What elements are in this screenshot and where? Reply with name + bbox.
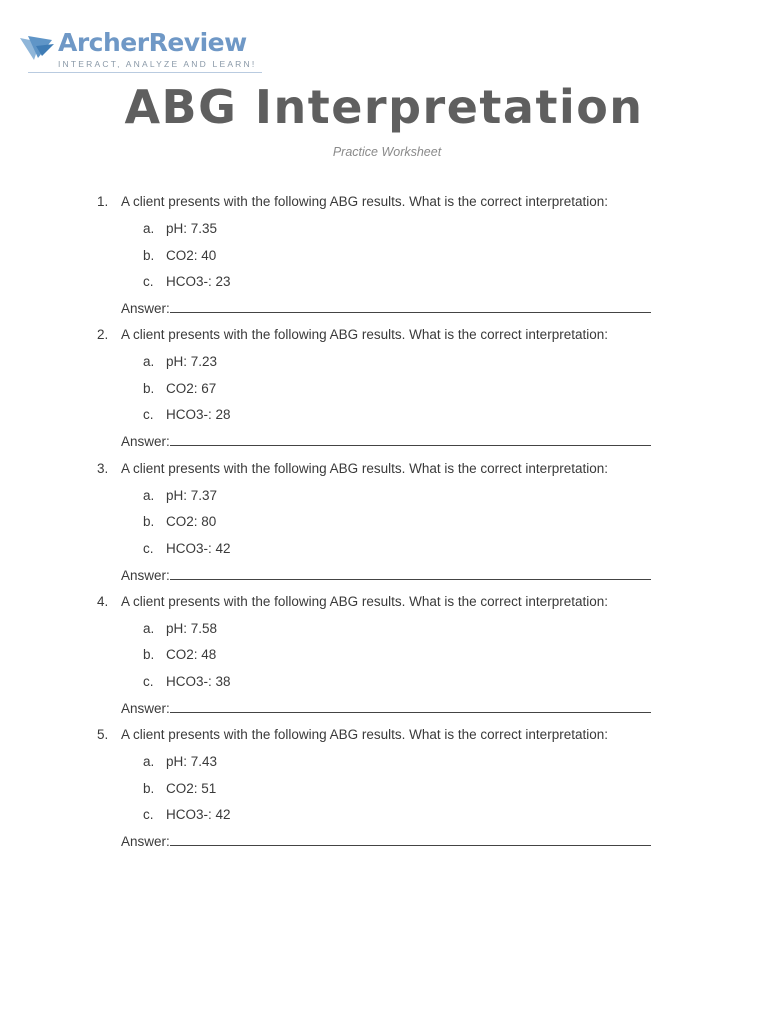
option-co2 <box>143 514 216 529</box>
answer-row <box>121 567 651 583</box>
option-text: CO2: 48 <box>166 647 217 663</box>
option-letter: a. <box>143 487 155 503</box>
brand-name: ArcherReview <box>58 28 247 57</box>
answer-blank[interactable] <box>170 433 651 446</box>
option-text: CO2: 67 <box>166 380 217 396</box>
option-ph <box>143 621 217 636</box>
option-letter: c. <box>143 807 154 823</box>
answer-label: Answer: <box>121 834 170 850</box>
option-co2 <box>143 781 216 796</box>
option-hco3 <box>143 407 231 422</box>
option-co2 <box>143 381 216 396</box>
question-prompt <box>97 461 608 476</box>
question-prompt <box>97 194 608 209</box>
bird-wing-icon <box>18 34 56 64</box>
answer-blank[interactable] <box>170 700 651 713</box>
answer-label: Answer: <box>121 434 170 450</box>
option-text: pH: 7.23 <box>166 354 218 370</box>
question-number: 4. <box>97 593 109 609</box>
answer-row <box>121 433 651 449</box>
brand-logo <box>18 28 257 74</box>
option-text: HCO3-: 42 <box>166 540 231 556</box>
question-number: 1. <box>97 194 109 209</box>
option-co2 <box>143 248 216 263</box>
option-letter: b. <box>143 647 155 663</box>
answer-label: Answer: <box>121 301 170 316</box>
option-letter: c. <box>143 274 154 289</box>
option-text: HCO3-: 28 <box>166 407 231 423</box>
option-text: pH: 7.43 <box>166 754 218 770</box>
answer-blank[interactable] <box>170 567 651 580</box>
question-number: 5. <box>97 727 109 743</box>
page-title: ABG Interpretation <box>124 80 644 134</box>
option-letter: c. <box>143 407 154 423</box>
question-prompt <box>97 727 608 742</box>
option-letter: b. <box>143 780 155 796</box>
question-prompt <box>97 594 608 609</box>
question-1 <box>97 194 667 327</box>
question-number: 2. <box>97 327 109 343</box>
option-letter: b. <box>143 380 155 396</box>
option-letter: a. <box>143 354 155 370</box>
option-text: pH: 7.35 <box>166 221 218 236</box>
logo-divider <box>28 72 262 73</box>
option-text: CO2: 80 <box>166 514 217 530</box>
brand-tagline: INTERACT, ANALYZE AND LEARN! <box>58 59 257 69</box>
answer-row <box>121 700 651 716</box>
option-hco3 <box>143 274 231 289</box>
question-text: A client presents with the following ABG results. What is the correct interpretation: <box>121 194 608 209</box>
option-ph <box>143 221 217 236</box>
question-text: A client presents with the following ABG results. What is the correct interpretation: <box>121 327 608 343</box>
option-letter: b. <box>143 247 155 263</box>
option-text: HCO3-: 42 <box>166 807 231 823</box>
option-letter: b. <box>143 514 155 530</box>
option-letter: c. <box>143 540 154 556</box>
answer-label: Answer: <box>121 567 170 583</box>
option-text: pH: 7.58 <box>166 620 218 636</box>
option-hco3 <box>143 541 231 556</box>
option-co2 <box>143 647 216 662</box>
option-text: CO2: 40 <box>166 247 217 263</box>
option-ph <box>143 754 217 769</box>
question-3 <box>97 461 667 594</box>
option-letter: a. <box>143 620 155 636</box>
answer-label: Answer: <box>121 700 170 716</box>
question-prompt <box>97 327 608 342</box>
question-text: A client presents with the following ABG results. What is the correct interpretation: <box>121 460 608 476</box>
option-text: pH: 7.37 <box>166 487 218 503</box>
question-list <box>97 194 667 860</box>
question-text: A client presents with the following ABG results. What is the correct interpretation: <box>121 727 608 743</box>
option-text: HCO3-: 38 <box>166 673 231 689</box>
option-text: CO2: 51 <box>166 780 217 796</box>
option-letter: c. <box>143 673 154 689</box>
option-hco3 <box>143 674 231 689</box>
question-2 <box>97 327 667 460</box>
option-text: HCO3-: 23 <box>166 274 231 289</box>
answer-row <box>121 833 651 849</box>
option-letter: a. <box>143 221 155 236</box>
option-ph <box>143 354 217 369</box>
question-4 <box>97 594 667 727</box>
question-5 <box>97 727 667 860</box>
option-hco3 <box>143 807 231 822</box>
question-number: 3. <box>97 460 109 476</box>
page-subtitle: Practice Worksheet <box>332 145 442 159</box>
answer-blank[interactable] <box>170 300 651 313</box>
answer-row <box>121 300 651 316</box>
option-ph <box>143 488 217 503</box>
answer-blank[interactable] <box>170 833 651 846</box>
question-text: A client presents with the following ABG results. What is the correct interpretation: <box>121 593 608 609</box>
option-letter: a. <box>143 754 155 770</box>
